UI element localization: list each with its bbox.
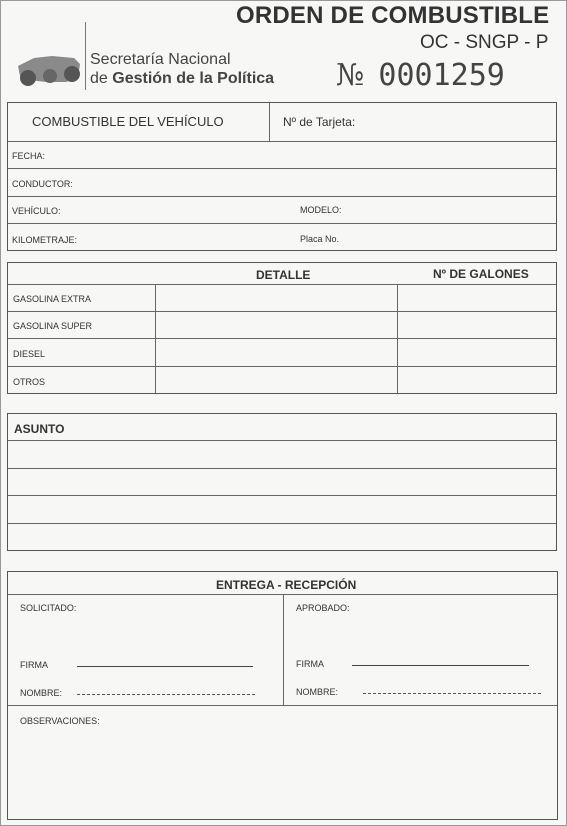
fuel-row-label: GASOLINA EXTRA [13,294,92,304]
name-label-right: NOMBRE: [296,687,339,697]
observations-label: OBSERVACIONES: [20,716,100,726]
signature-label-left: FIRMA [20,660,48,670]
vehicle-label: VEHÍCULO: [12,206,61,216]
org-name-line2 [90,70,274,88]
name-line-right[interactable] [363,693,541,694]
subject-section [7,413,557,551]
form-number [336,58,505,93]
row-line [8,223,556,224]
gallons-header: Nº DE GALONES [433,267,529,281]
signature-label-right: FIRMA [296,659,324,669]
number-value: 0001259 [378,58,505,93]
row-line [8,495,556,496]
row-line [8,705,557,706]
model-label: MODELO: [300,205,342,215]
vehicle-divider [269,103,270,141]
row-line [8,440,556,441]
row-line [8,141,556,142]
fuel-row-label: DIESEL [13,349,46,359]
row-line [8,196,556,197]
date-label: FECHA: [12,151,46,161]
form-title: ORDEN DE COMBUSTIBLE [236,2,550,29]
row-line [8,468,556,469]
card-number-label: Nº de Tarjeta: [283,115,356,129]
org-name-line1: Secretaría Nacional [90,51,231,68]
row-line [8,168,556,169]
organization-logo-icon [16,52,82,88]
signature-line-right[interactable] [352,665,529,666]
requested-label: SOLICITADO: [20,603,77,613]
row-line [8,523,556,524]
form-code: OC - SNGP - P [420,32,549,53]
column-line [155,284,156,393]
row-line [8,338,556,339]
detail-header: DETALLE [256,268,311,282]
org-name-prefix: de [90,70,113,87]
driver-label: CONDUCTOR: [12,179,73,189]
row-line [8,366,556,367]
fuel-row-label: OTROS [13,377,46,387]
plate-label: Placa No. [300,234,340,244]
vehicle-section-title: COMBUSTIBLE DEL VEHÍCULO [32,114,224,129]
column-line [397,284,398,393]
subject-title: ASUNTO [14,422,65,436]
mileage-label: KILOMETRAJE: [12,235,78,245]
column-line [283,594,284,705]
delivery-title: ENTREGA - RECEPCIÓN [216,578,357,592]
row-line [8,311,556,312]
row-line [8,284,556,285]
name-line-left[interactable] [77,694,255,695]
approved-label: APROBADO: [296,603,350,613]
number-prefix: № [336,58,365,93]
org-name-bold: Gestión de la Política [112,70,275,87]
signature-line-left[interactable] [77,666,253,667]
name-label-left: NOMBRE: [20,688,63,698]
fuel-row-label: GASOLINA SUPER [13,321,93,331]
logo-divider [85,22,86,90]
